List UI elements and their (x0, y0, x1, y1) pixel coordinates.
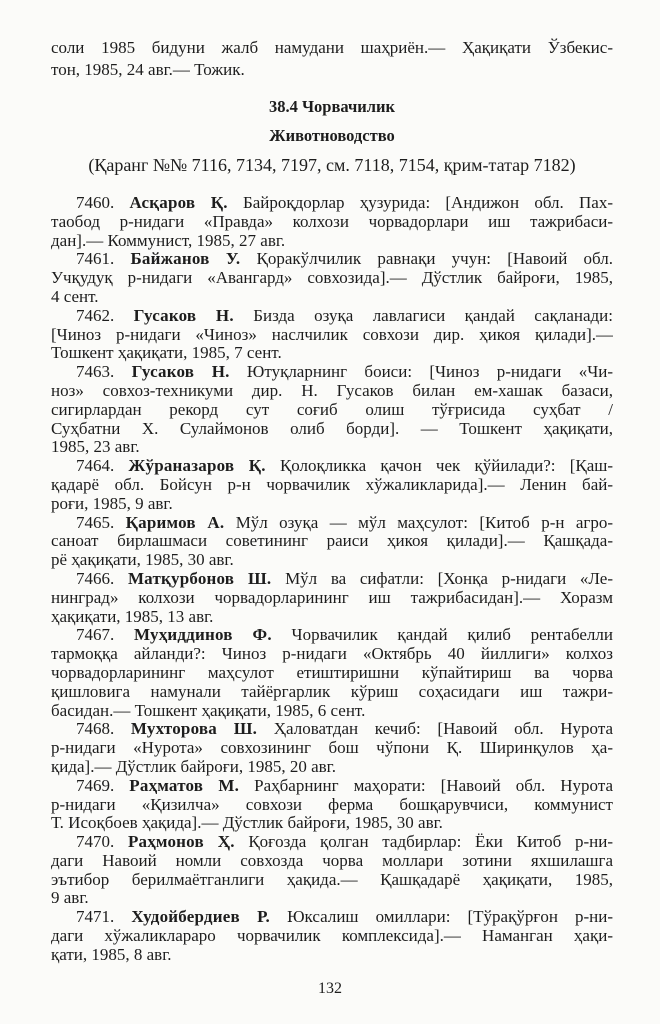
entry-number: 7461. (76, 250, 115, 269)
entry-line: Т. Исоқбоев ҳақида].— Дўстлик байроғи, 1985, 30 авг. (51, 813, 443, 833)
entry-author: Байжанов У. (130, 250, 241, 269)
entry-line: нинград» колхози чорвадорларининг иш тажрибасидан].— Хоразм (51, 588, 613, 607)
entry-line (51, 363, 613, 382)
page-number: 132 (318, 980, 342, 997)
entry-line: Тошкент ҳақиқати, 1985, 7 сент. (51, 343, 282, 363)
bibliography-entry (51, 570, 613, 626)
entry-line: чорвадорларининг маҳсулот етиштиришни кўпайтириш ва чорва (51, 663, 613, 682)
entry-line: эътибор берилмаётганлиги ҳақида.— Қашқадарё ҳақиқати, 1985, (51, 870, 613, 889)
entry-number: 7469. (76, 776, 115, 795)
bibliography-entry (51, 833, 613, 908)
entry-author: Қаримов А. (125, 513, 225, 532)
entry-line: роғи, 1985, 9 авг. (51, 493, 173, 513)
section-title: 38.4 Чорвачилик (268, 97, 396, 116)
entry-line: 4 сент. (51, 286, 99, 306)
entry-number: 7467. (76, 626, 115, 645)
entry-line: рё ҳақиқати, 1985, 30 авг. (51, 550, 234, 570)
entry-line (51, 626, 613, 645)
bibliography-entries (51, 194, 613, 965)
entry-title: Қоракўлчилик равнақи учун: [Навоий обл. (256, 250, 613, 269)
entry-author: Раҳмонов Ҳ. (127, 833, 235, 852)
entry-title: Юксалиш омиллари: [Тўрақўрғон р-ни- (287, 908, 613, 927)
entry-line: р-нидаги «Нурота» совхозининг бош чўпони Қ. Ширинқулов ҳа- (51, 739, 613, 758)
entry-author: Жўраназаров Қ. (128, 457, 266, 476)
entry-author: Гусаков Н. (133, 306, 234, 325)
entry-line: даги Навоий номли совхозда чорва моллари зотини яхшилашга (51, 851, 613, 870)
entry-title: Мўл ва сифатли: [Хонқа р-нидаги «Ле- (285, 569, 613, 588)
entry-number: 7462. (76, 306, 115, 325)
entry-line: 9 авг. (51, 888, 89, 908)
bibliography-entry (51, 250, 613, 306)
text-line: соли 1985 бидуни жалб намудани шаҳриён.— Ҳақиқати Ўзбекис- (51, 38, 613, 57)
entry-line: тармоққа айланди?: Чиноз р-нидаги «Октябрь 40 йиллиги» колхоз (51, 645, 613, 664)
entry-author: Раҳматов М. (129, 776, 240, 795)
bibliography-entry (51, 363, 613, 457)
bibliography-entry (51, 720, 613, 776)
entry-line: дан].— Коммунист, 1985, 27 авг. (51, 230, 286, 250)
entry-number: 7463. (76, 363, 115, 382)
bibliography-entry (51, 194, 613, 250)
entry-line (51, 307, 613, 326)
entry-line (51, 777, 613, 796)
bibliography-entry (51, 514, 613, 570)
entry-title: Чорвачилик қандай қилиб рентабелли (291, 626, 613, 645)
entry-line (51, 720, 613, 739)
bibliography-entry (51, 307, 613, 363)
entry-line: қадарё обл. Бойсун р-н чорвачилик хўжаликларида].— Ленин бай- (51, 475, 613, 494)
cross-reference: (Қаранг №№ 7116, 7134, 7197, см. 7118, 7154, қрим-татар 7182) (88, 155, 576, 175)
entry-line: қида].— Дўстлик байроғи, 1985, 20 авг. (51, 756, 336, 776)
entry-number: 7466. (76, 569, 115, 588)
entry-title: Мўл озуқа — мўл маҳсулот: [Китоб р-н агро- (235, 513, 613, 532)
entry-author: Гусаков Н. (131, 363, 230, 382)
entry-number: 7464. (76, 457, 115, 476)
entry-line: Суҳбатни Х. Сулаймонов олиб борди]. — Тошкент ҳақиқати, (51, 419, 613, 438)
entry-number: 7470. (76, 833, 115, 852)
entry-line: 1985, 23 авг. (51, 437, 140, 457)
entry-line: қишловига намунали тайёргарлик кўриш соҳасидаги иш тажри- (51, 682, 613, 701)
entry-number: 7465. (76, 513, 115, 532)
entry-author: Асқаров Қ. (129, 194, 228, 212)
entry-author: Матқурбонов Ш. (127, 569, 272, 588)
entry-author: Худойбердиев Р. (131, 908, 271, 927)
entry-number: 7471. (76, 908, 115, 927)
entry-line (51, 194, 613, 213)
bibliography-entry (51, 626, 613, 720)
entry-line: Учқудуқ р-нидаги «Авангард» совхозида].— Дўстлик байроғи, 1985, (51, 269, 613, 288)
entry-title: Ҳаловатдан кечиб: [Навоий обл. Нурота (273, 720, 613, 739)
entry-line (51, 250, 613, 269)
entry-line: сигирлардан рекорд сут соғиб олиш тўғрисида суҳбат / (51, 400, 613, 419)
entry-line (51, 908, 613, 927)
text-line: тон, 1985, 24 авг.— Тожик. (51, 60, 245, 79)
entry-line (51, 514, 613, 533)
entry-line (51, 457, 613, 476)
entry-line: қати, 1985, 8 авг. (51, 944, 172, 964)
entry-line: р-нидаги «Қизилча» совхози ферма бошқарувчиси, коммунист (51, 795, 613, 814)
entry-line: басидан.— Тошкент ҳақиқати, 1985, 6 сент. (51, 700, 366, 720)
entry-title: Байроқдорлар ҳузурида: [Андижон обл. Пах- (242, 194, 613, 212)
entry-line: [Чиноз р-нидаги «Чиноз» наслчилик совхози дир. ҳикоя қилади].— (51, 325, 613, 344)
bibliography-entry (51, 457, 613, 513)
entry-title: Қоғозда қолган тадбирлар: Ёки Китоб р-ни- (248, 833, 613, 852)
entry-line: даги хўжаликлараро чорвачилик комплексида].— Наманган ҳақи- (51, 927, 613, 946)
bibliography-entry (51, 908, 613, 964)
entry-title: Қолоқликка қачон чек қўйилади?: [Қаш- (279, 457, 613, 476)
bibliography-entry (51, 777, 613, 833)
entry-line (51, 570, 613, 589)
entry-title: Ютуқларнинг боиси: [Чиноз р-нидаги «Чи- (246, 363, 613, 382)
entry-line: ноз» совхоз-техникуми дир. Н. Гусаков билан ем-хашак базаси, (51, 381, 613, 400)
entry-number: 7468. (76, 720, 115, 739)
entry-line: саноат бирлашмаси советининг раиси ҳикоя қилади].— Қашқада- (51, 532, 613, 551)
entry-title: Бизда озуқа лавлагиси қандай сақланади: (253, 306, 613, 325)
entry-title: Раҳбарнинг маҳорати: [Навоий обл. Нурота (254, 776, 613, 795)
continuation-text (51, 37, 613, 81)
entry-number: 7460. (76, 194, 115, 212)
entry-author: Мухторова Ш. (130, 720, 258, 739)
entry-line: таобод р-нидаги «Правда» колхози чорвадорлари иш тажрибаси- (51, 212, 613, 231)
section-subtitle: Животноводство (269, 126, 395, 145)
entry-line (51, 833, 613, 852)
entry-author: Муҳиддинов Ф. (133, 626, 272, 645)
entry-line: ҳақиқати, 1985, 13 авг. (51, 606, 214, 626)
